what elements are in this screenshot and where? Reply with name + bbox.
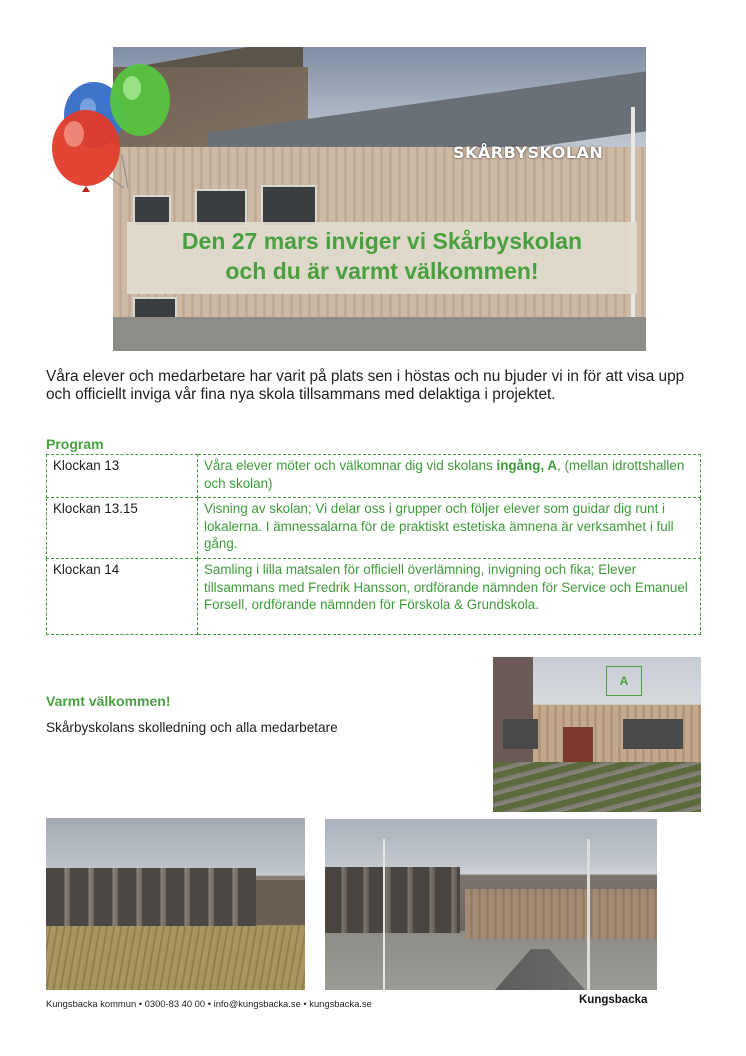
program-time: Klockan 13.15 (47, 498, 198, 559)
program-desc-suffix: , (mellan idrottshallen och skolan) (204, 458, 685, 491)
headline (127, 226, 637, 286)
program-desc (198, 455, 701, 498)
entrance-marker: A (606, 666, 642, 696)
school-building (325, 867, 460, 933)
welcome-title: Varmt välkommen! (46, 693, 171, 709)
school-building (46, 868, 256, 930)
program-time: Klockan 14 (47, 559, 198, 635)
program-desc-text: Våra elever möter och välkomnar dig vid skolans (204, 458, 497, 473)
school-photo-left (46, 818, 305, 990)
welcome-subtitle: Skårbyskolans skolledning och alla medarbetare (46, 720, 338, 735)
lamp-pole (587, 839, 590, 990)
entrance-window (503, 719, 538, 749)
program-table (46, 454, 701, 635)
entrance-label: ingång, A (496, 458, 557, 473)
entrance-plantbed (493, 762, 701, 812)
headline-line-2: och du är varmt välkommen! (225, 258, 539, 284)
headline-line-1: Den 27 mars inviger vi Skårbyskolan (181, 228, 583, 254)
hero-ground (113, 317, 646, 351)
school-building-wood (465, 889, 657, 939)
entrance-door (563, 727, 593, 765)
program-row (47, 455, 701, 498)
entrance-tower (493, 657, 533, 767)
program-desc: Samling i lilla matsalen för officiell överlämning, invigning och fika; Elever tillsammans med Fredrik Hansson, ordförande nämnden för Service och Emanuel Forsell, ordförande nämnden för Förskola & Grundskola. (198, 559, 701, 635)
lamp-pole (383, 839, 385, 990)
program-row (47, 498, 701, 559)
program-time: Klockan 13 (47, 455, 198, 498)
school-sign: SKÅRBYSKOLAN (453, 143, 604, 162)
program-desc: Visning av skolan; Vi delar oss i grupper och följer elever som guidar dig runt i lokalerna. I ämnessalarna för de praktiskt estetiska ämnena är verksamhet i full gång. (198, 498, 701, 559)
path (495, 949, 585, 990)
field (46, 926, 305, 990)
program-title: Program (46, 436, 104, 452)
entrance-window (623, 719, 683, 749)
footer-contact: Kungsbacka kommun • 0300-83 40 00 • info@kungsbacka.se • kungsbacka.se (46, 998, 372, 1009)
entrance-photo (493, 657, 701, 812)
balloons-icon (44, 60, 174, 192)
school-building-annex (256, 880, 305, 925)
school-photo-right (325, 819, 657, 990)
intro-paragraph: Våra elever och medarbetare har varit på plats sen i höstas och nu bjuder vi in för att visa upp och officiellt inviga vår fina nya skola tillsammans med delaktiga i projektet. (46, 368, 685, 403)
hero-photo (113, 47, 646, 351)
hero-window (261, 185, 317, 227)
kungsbacka-logo: Kungsbacka (579, 994, 648, 1006)
program-row (47, 559, 701, 635)
